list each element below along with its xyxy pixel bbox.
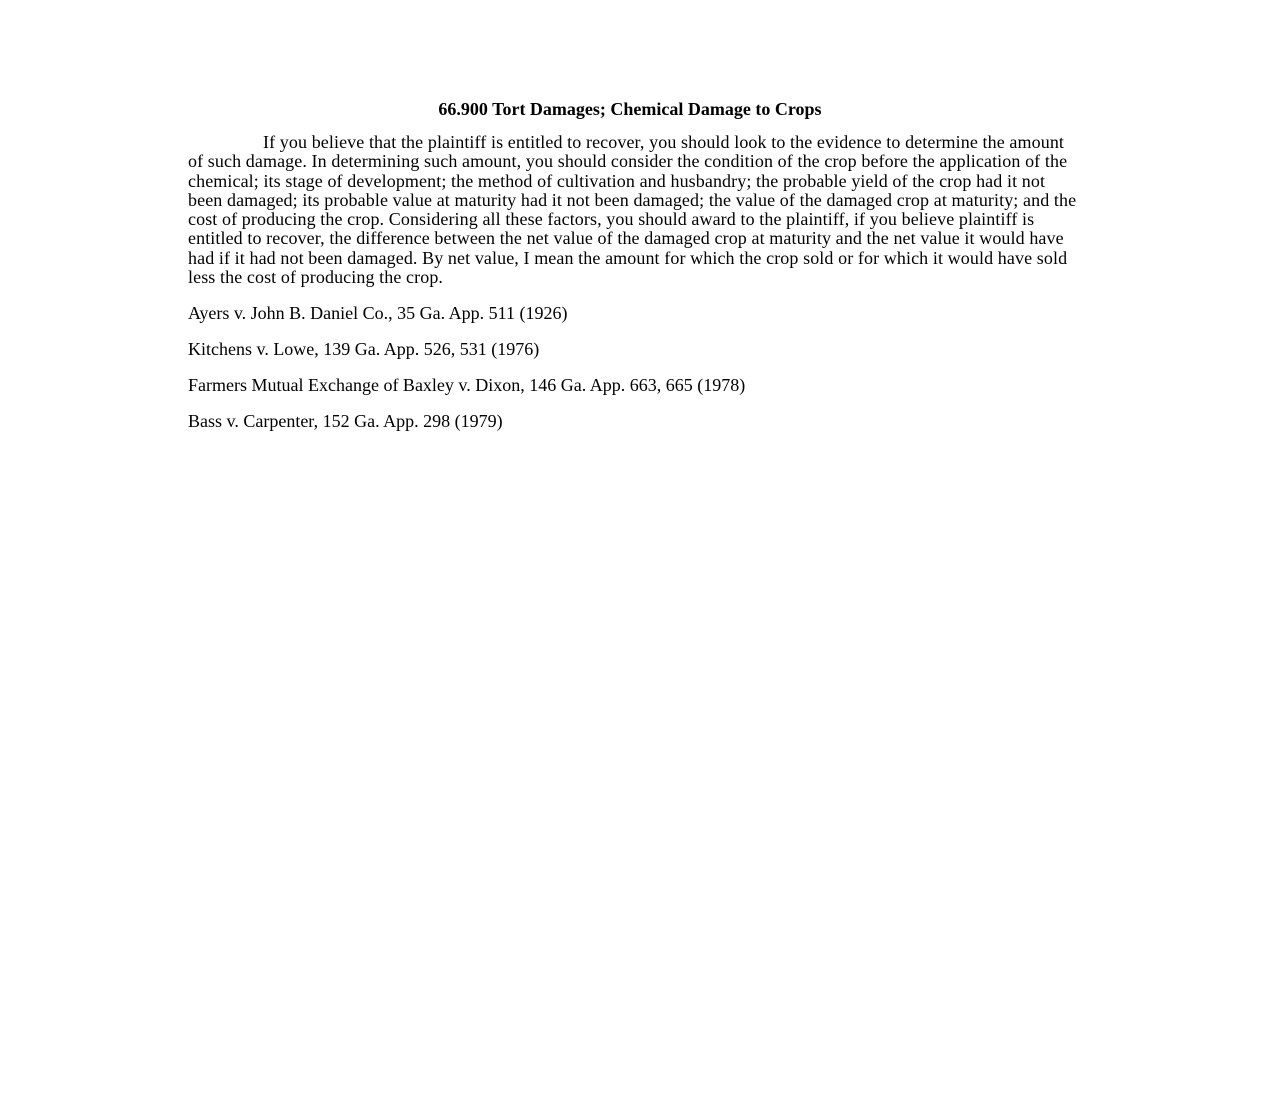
citation: Bass v. Carpenter, 152 Ga. App. 298 (1979) <box>188 411 503 432</box>
citation: Kitchens v. Lowe, 139 Ga. App. 526, 531 (1976) <box>188 339 540 360</box>
citation: Ayers v. John B. Daniel Co., 35 Ga. App. 511 (1926) <box>188 303 568 324</box>
document-title: 66.900 Tort Damages; Chemical Damage to Crops <box>438 99 822 119</box>
body-paragraph: If you believe that the plaintiff is entitled to recover, you should look to the evidence to determine the amount of such damage. In determining such amount, you should consider the condition of the crop before the application of the chemical; its stage of development; the method of cultivation and husbandry; the probable yield of the crop had it not been damaged; its probable value at maturity had it not been damaged; the value of the damaged crop at maturity; and the cost of producing the crop. Considering all these factors, you should award to the plaintiff, if you believe plaintiff is entitled to recover, the difference between the net value of the damaged crop at maturity and the net value it would have had if it had not been damaged. By net value, I mean the amount for which the crop sold or for which it would have sold less the cost of producing the crop. <box>188 132 1077 288</box>
citation: Farmers Mutual Exchange of Baxley v. Dixon, 146 Ga. App. 663, 665 (1978) <box>188 375 746 396</box>
document-page <box>188 98 1088 447</box>
